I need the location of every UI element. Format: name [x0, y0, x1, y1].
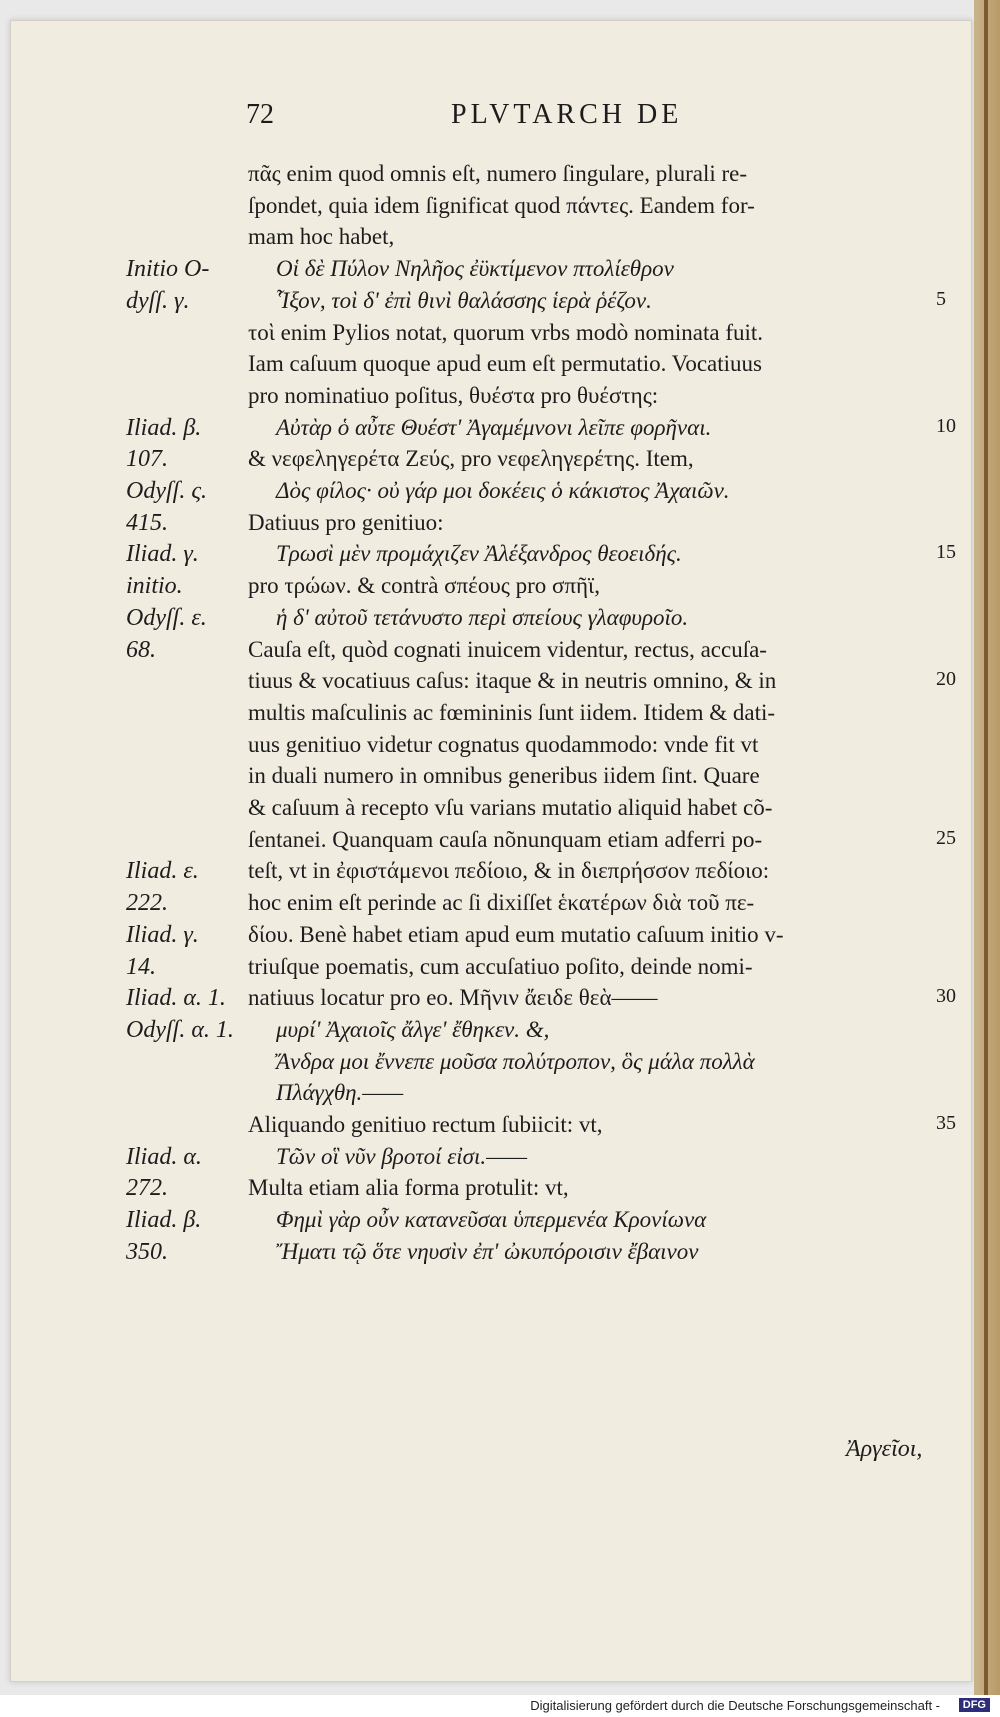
latin-text: Datiuus pro genitiuo: — [248, 509, 444, 535]
line-number: 20 — [936, 668, 956, 691]
book-page — [10, 20, 972, 1682]
latin-text: & νεφεληγερέτα Ζεύς, pro νεφεληγερέτης. Item, — [248, 446, 694, 472]
greek-verse: Φημὶ γὰρ οὖν κατανεῦσαι ὑπερμενέα Κρονίωνα — [276, 1207, 707, 1233]
margin-reference: Odyſſ. ε. — [126, 604, 207, 631]
text-line — [11, 415, 971, 445]
running-head: PLVTARCH DE — [451, 99, 683, 130]
margin-reference: Iliad. α. — [126, 1143, 202, 1170]
margin-reference: Iliad. β. — [126, 414, 202, 441]
margin-reference: 222. — [126, 890, 168, 917]
margin-reference: dyſſ. γ. — [126, 287, 190, 314]
text-line — [11, 858, 971, 888]
text-line — [11, 161, 971, 191]
text-line — [11, 668, 971, 698]
greek-verse: Ἷξον, τοὶ δ' ἐπὶ θινὶ θαλάσσης ἱερὰ ῥέζον. — [276, 287, 652, 313]
margin-reference: 68. — [126, 636, 156, 663]
latin-text: τοὶ enim Pylios notat, quorum vrbs modò nominata fuit. — [248, 319, 764, 345]
latin-text: πᾶς enim quod omnis eſt, numero ſingulare, plurali re- — [248, 161, 748, 186]
text-line — [11, 700, 971, 730]
margin-reference: 14. — [126, 953, 156, 980]
margin-reference: Initio O- — [126, 256, 210, 283]
text-line — [11, 478, 971, 508]
text-line — [11, 288, 971, 318]
margin-reference: Odyſſ. α. 1. — [126, 1016, 234, 1043]
text-line — [11, 1175, 971, 1205]
greek-verse: Οἱ δὲ Πύλον Νηλῆος ἐϋκτίμενον πτολίεθρον — [276, 256, 674, 282]
margin-reference: Iliad. γ. — [126, 541, 199, 568]
text-line — [11, 351, 971, 381]
text-line — [11, 1239, 971, 1269]
margin-reference: Iliad. ε. — [126, 858, 199, 885]
text-line — [11, 193, 971, 223]
latin-text: ſpondet, quia idem ſignificat quod πάντες. Eandem for- — [248, 192, 755, 218]
margin-reference: Odyſſ. ς. — [126, 478, 208, 504]
margin-reference: 272. — [126, 1175, 168, 1202]
greek-verse: Ἤματι τῷ ὅτε νηυσὶν ἐπ' ὠκυπόροισιν ἔβαινον — [276, 1238, 699, 1264]
text-line — [11, 605, 971, 635]
greek-verse: μυρί' Ἀχαιοῖς ἄλγε' ἔθηκεν. &, — [276, 1016, 550, 1042]
text-line — [11, 320, 971, 350]
latin-text: Cauſa eſt, quòd cognati inuicem videntur, rectus, accuſa- — [248, 636, 767, 662]
latin-text: tiuus & vocatiuus caſus: itaque & in neutris omnino, & in — [248, 668, 777, 694]
text-line — [11, 890, 971, 920]
latin-text: Aliquando genitiuo rectum ſubiicit: vt, — [248, 1112, 603, 1137]
line-number: 25 — [936, 826, 956, 849]
catchword: Ἀργεῖοι, — [846, 1436, 923, 1462]
text-line — [11, 541, 971, 571]
margin-reference: Iliad. γ. — [126, 921, 199, 948]
latin-text: teſt, vt in ἐφιστάμενοι πεδίοιο, & in διεπρήσσον πεδίοιο: — [248, 858, 770, 884]
latin-text: hoc enim eſt perinde ac ſi dixiſſet ἑκατέρων διὰ τοῦ πε- — [248, 890, 755, 916]
greek-verse: Τῶν οἳ νῦν βροτοί εἰσι.—— — [276, 1143, 528, 1169]
margin-reference: Iliad. β. — [126, 1207, 202, 1234]
greek-verse: ἡ δ' αὐτοῦ τετάνυστο περὶ σπείους γλαφυροῖο. — [276, 604, 689, 630]
latin-text: in duali numero in omnibus generibus iidem ſint. Quare — [248, 763, 760, 789]
latin-text: pro nominatiuo poſitus, θυέστα pro θυέστης: — [248, 382, 659, 408]
text-line — [11, 1049, 971, 1079]
line-number: 30 — [936, 985, 956, 1008]
greek-verse: Δὸς φίλος· οὐ γάρ μοι δοκέεις ὁ κάκιστος Ἀχαιῶν. — [276, 478, 730, 503]
greek-verse: Αὐτὰρ ὁ αὖτε Θυέστ' Ἀγαμέμνονι λεῖπε φορῆναι. — [276, 414, 712, 440]
text-line — [11, 637, 971, 667]
margin-reference: initio. — [126, 573, 183, 600]
text-line — [11, 1080, 971, 1110]
latin-text: Multa etiam alia forma protulit: vt, — [248, 1175, 569, 1201]
latin-text: uus genitiuo videtur cognatus quodammodo: vnde fit vt — [248, 731, 759, 757]
text-line — [11, 954, 971, 984]
margin-reference: Iliad. α. 1. — [126, 985, 226, 1012]
margin-reference: 415. — [126, 509, 168, 536]
text-line — [11, 383, 971, 413]
greek-verse: Τρωσὶ μὲν προμάχιζεν Ἀλέξανδρος θεοειδής. — [276, 541, 682, 567]
text-line — [11, 1112, 971, 1142]
text-line — [11, 1207, 971, 1237]
latin-text: multis maſculinis ac fœmininis ſunt iidem. Itidem & dati- — [248, 699, 776, 725]
text-line — [11, 510, 971, 540]
line-number: 10 — [936, 414, 956, 437]
line-number: 15 — [936, 541, 956, 564]
latin-text: Iam caſuum quoque apud eum eſt permutatio. Vocatiuus — [248, 351, 762, 377]
margin-reference: 107. — [126, 446, 168, 473]
line-number: 5 — [936, 287, 946, 310]
latin-text: pro τρώων. & contrà σπέους pro σπῆϊ, — [248, 573, 600, 599]
text-line — [11, 732, 971, 762]
text-line — [11, 446, 971, 476]
latin-text: δίου. Benè habet etiam apud eum mutatio caſuum initio v- — [248, 921, 784, 947]
page-number: 72 — [246, 99, 274, 130]
latin-text: triuſque poematis, cum accuſatiuo poſito, deinde nomi- — [248, 953, 753, 979]
text-line — [11, 256, 971, 286]
latin-text: ſentanei. Quanquam cauſa nõnunquam etiam adferri po- — [248, 826, 763, 852]
greek-verse: Ἄνδρα μοι ἔννεπε μοῦσα πολύτροπον, ὃς μάλα πολλὰ — [276, 1048, 755, 1074]
footer-credit: Digitalisierung gefördert durch die Deutsche Forschungsgemeinschaft - — [530, 1698, 940, 1713]
latin-text: mam hoc habet, — [248, 224, 395, 250]
text-line — [11, 827, 971, 857]
text-line — [11, 922, 971, 952]
dfg-logo: DFG — [959, 1698, 990, 1712]
line-number: 35 — [936, 1112, 956, 1134]
page-header — [11, 99, 971, 139]
latin-text: & caſuum à recepto vſu varians mutatio aliquid habet cõ- — [248, 795, 773, 820]
latin-text: natiuus locatur pro eo. Μῆνιν ἄειδε θεὰ—— — [248, 985, 658, 1011]
text-line — [11, 1017, 971, 1047]
text-line — [11, 795, 971, 825]
text-line — [11, 573, 971, 603]
greek-verse: Πλάγχθη.—— — [276, 1080, 404, 1106]
margin-reference: 350. — [126, 1238, 168, 1265]
text-line — [11, 985, 971, 1015]
text-line — [11, 763, 971, 793]
text-line — [11, 224, 971, 254]
scan-frame-edge — [974, 0, 1000, 1717]
footer-bar — [0, 1695, 1000, 1717]
text-line — [11, 1144, 971, 1174]
